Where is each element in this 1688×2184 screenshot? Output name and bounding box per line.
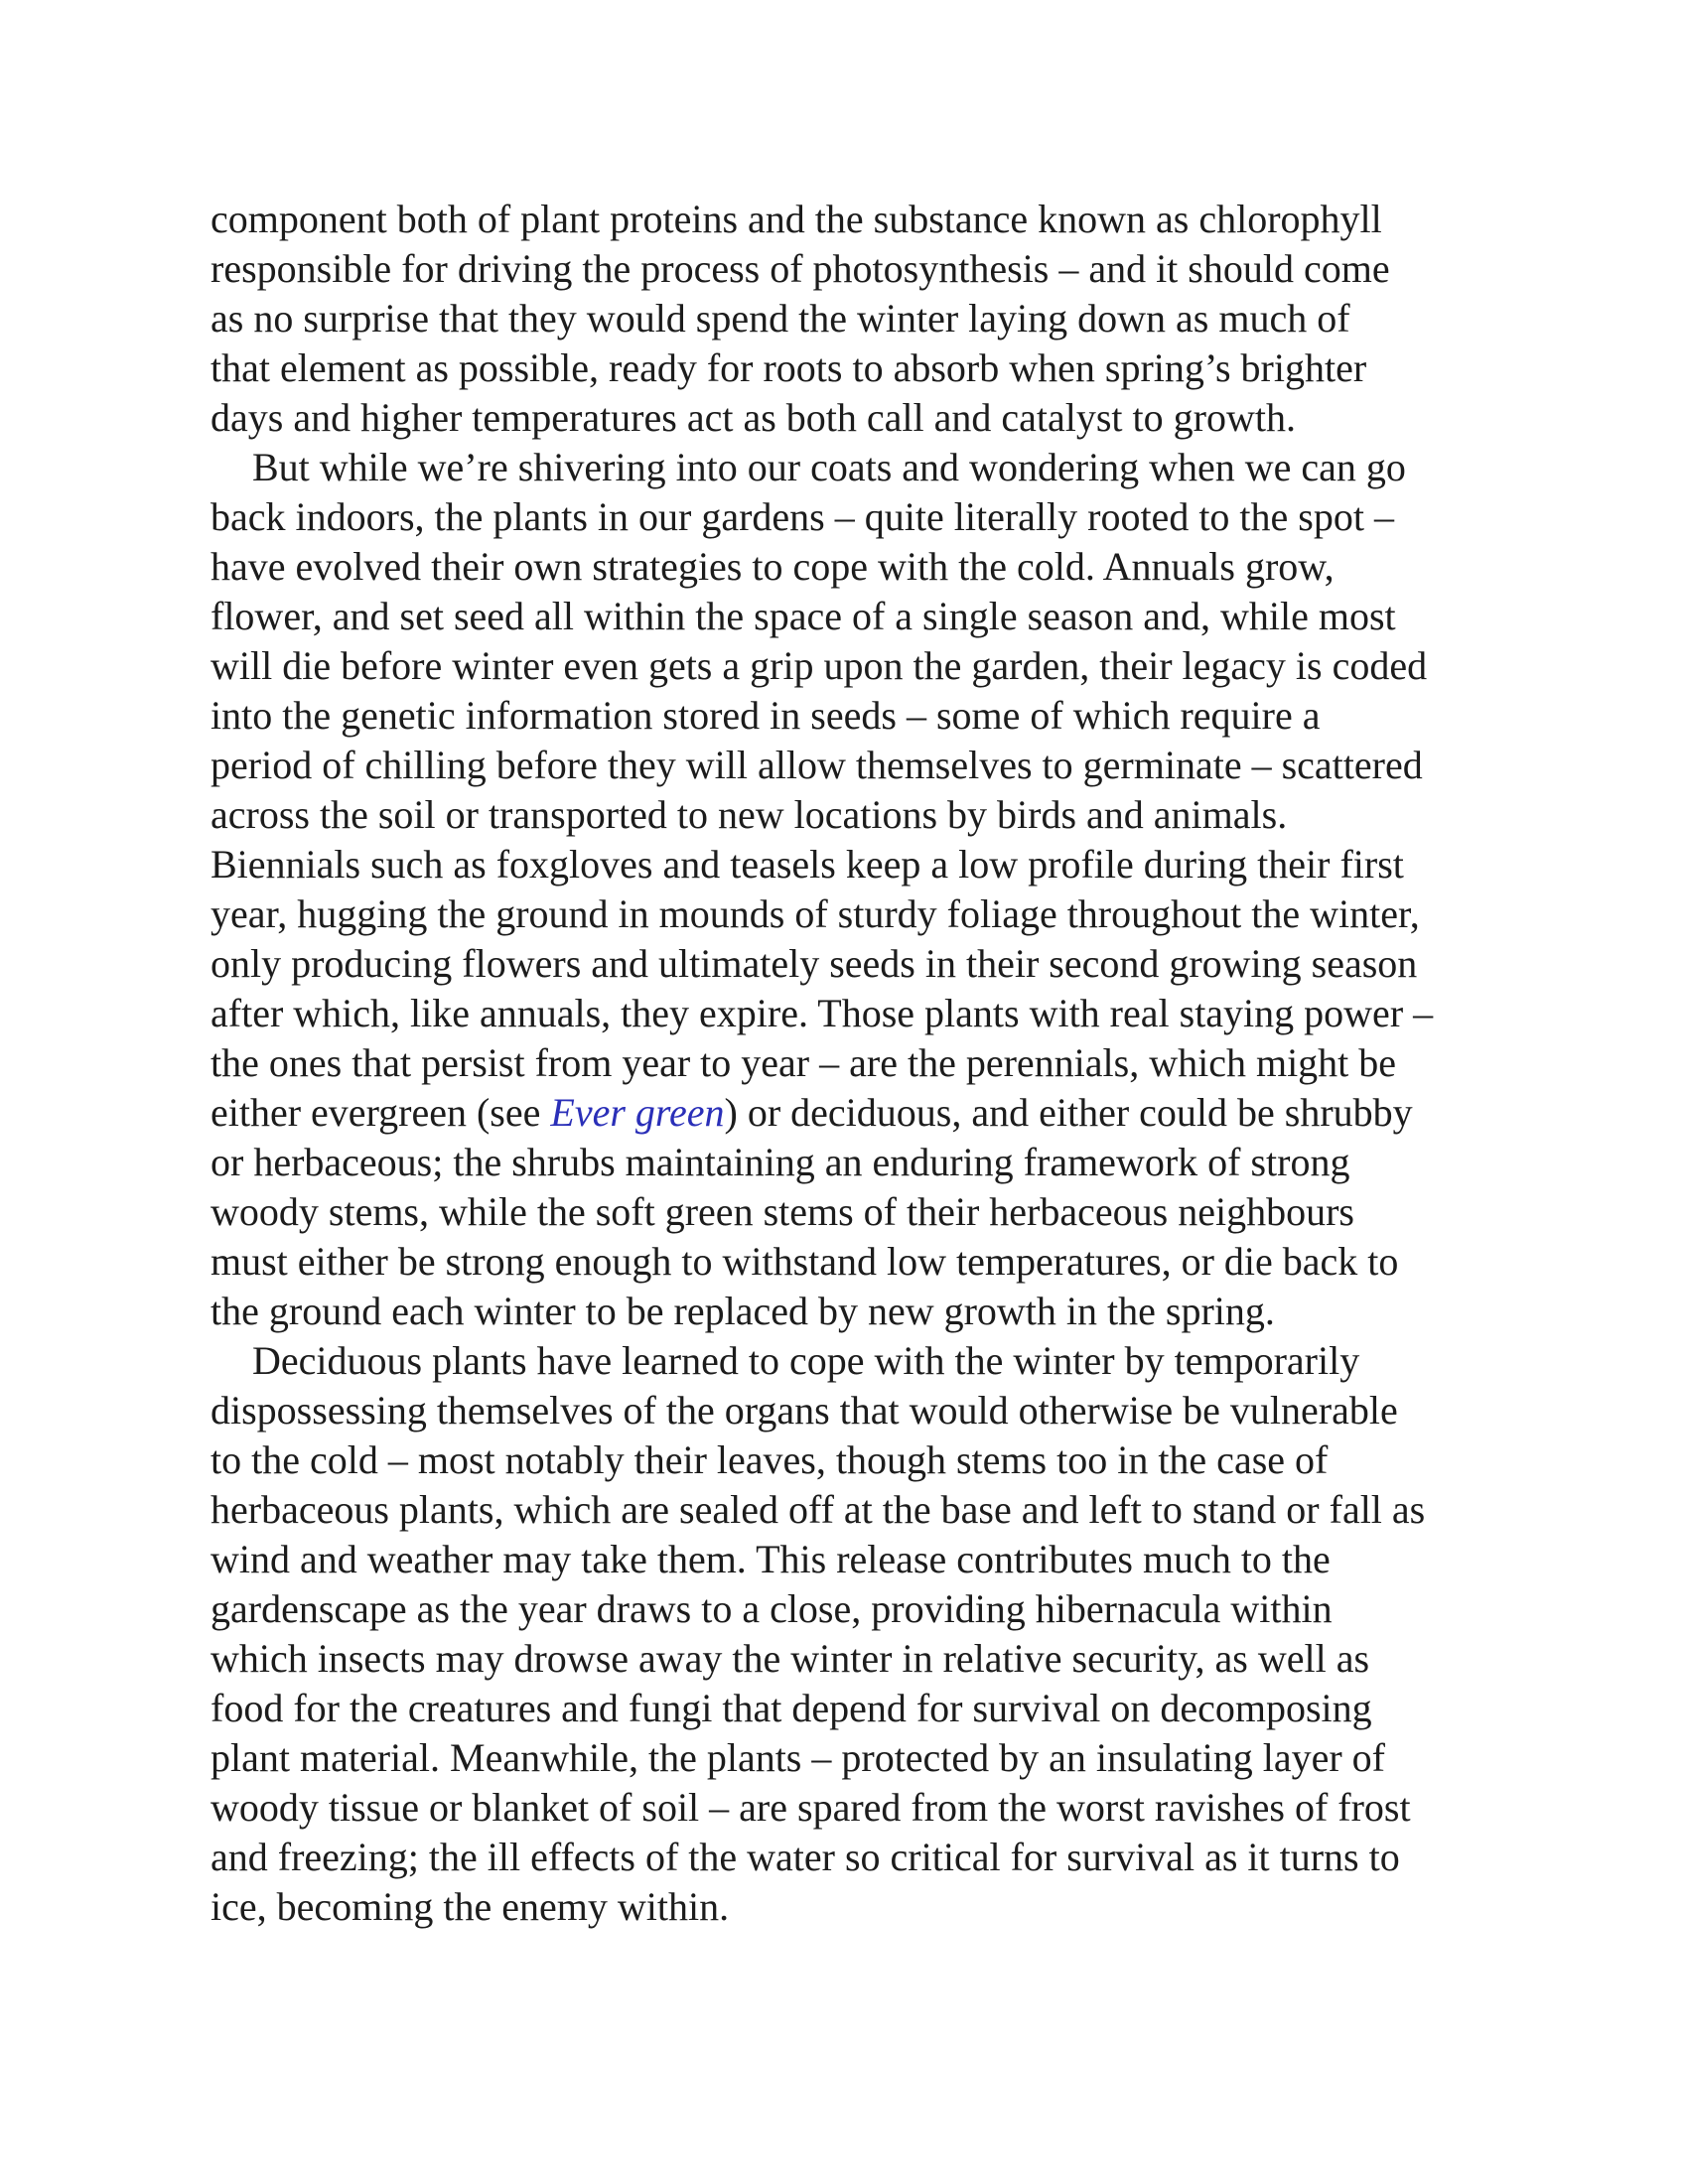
text-line: across the soil or transported to new locations by birds and animals. bbox=[211, 792, 1288, 837]
text-line: plant material. Meanwhile, the plants – protected by an insulating layer of bbox=[211, 1735, 1385, 1780]
text-segment: ) or deciduous, and either could be shrubby bbox=[724, 1090, 1413, 1135]
text-line: or herbaceous; the shrubs maintaining an enduring framework of strong bbox=[211, 1140, 1350, 1184]
text-line: wind and weather may take them. This release contributes much to the bbox=[211, 1537, 1331, 1581]
text-line: ice, becoming the enemy within. bbox=[211, 1884, 730, 1929]
text-line: days and higher temperatures act as both call and catalyst to growth. bbox=[211, 395, 1296, 440]
paragraph-2 bbox=[211, 443, 1481, 1336]
paragraph-1 bbox=[211, 195, 1481, 443]
text-line: period of chilling before they will allow themselves to germinate – scattered bbox=[211, 743, 1423, 787]
body-text bbox=[211, 195, 1481, 1932]
text-line: component both of plant proteins and the substance known as chlorophyll bbox=[211, 197, 1382, 241]
text-line: only producing flowers and ultimately seeds in their second growing season bbox=[211, 941, 1418, 986]
text-line: to the cold – most notably their leaves, though stems too in the case of bbox=[211, 1437, 1329, 1482]
text-line-with-link bbox=[211, 1088, 1481, 1138]
text-line: which insects may drowse away the winter in relative security, as well as bbox=[211, 1636, 1370, 1681]
text-line: that element as possible, ready for roots to absorb when spring’s brighter bbox=[211, 345, 1367, 390]
text-line: will die before winter even gets a grip upon the garden, their legacy is coded bbox=[211, 643, 1428, 688]
text-line: But while we’re shivering into our coats and wondering when we can go bbox=[252, 445, 1406, 489]
text-line: year, hugging the ground in mounds of sturdy foliage throughout the winter, bbox=[211, 891, 1420, 936]
text-line: as no surprise that they would spend the winter laying down as much of bbox=[211, 296, 1350, 341]
text-line: woody stems, while the soft green stems of their herbaceous neighbours bbox=[211, 1189, 1354, 1234]
text-line: woody tissue or blanket of soil – are spared from the worst ravishes of frost bbox=[211, 1785, 1411, 1830]
text-line: herbaceous plants, which are sealed off at the base and left to stand or fall as bbox=[211, 1487, 1426, 1532]
text-line: into the genetic information stored in seeds – some of which require a bbox=[211, 693, 1321, 738]
text-line: responsible for driving the process of photosynthesis – and it should come bbox=[211, 246, 1390, 291]
text-line: food for the creatures and fungi that depend for survival on decomposing bbox=[211, 1686, 1372, 1730]
text-line: Deciduous plants have learned to cope with the winter by temporarily bbox=[252, 1338, 1360, 1383]
text-line: dispossessing themselves of the organs that would otherwise be vulnerable bbox=[211, 1388, 1398, 1433]
cross-reference-link[interactable]: Ever green bbox=[550, 1090, 725, 1135]
text-line: after which, like annuals, they expire. Those plants with real staying power – bbox=[211, 991, 1434, 1035]
text-line: must either be strong enough to withstand low temperatures, or die back to bbox=[211, 1239, 1399, 1284]
text-line: the ones that persist from year to year – are the perennials, which might be bbox=[211, 1040, 1397, 1085]
text-line: flower, and set seed all within the space of a single season and, while most bbox=[211, 594, 1396, 638]
text-line: and freezing; the ill effects of the water so critical for survival as it turns to bbox=[211, 1835, 1400, 1879]
text-line: back indoors, the plants in our gardens – quite literally rooted to the spot – bbox=[211, 494, 1394, 539]
paragraph-3 bbox=[211, 1336, 1481, 1932]
text-segment: either evergreen (see bbox=[211, 1090, 551, 1135]
text-line: Biennials such as foxgloves and teasels keep a low profile during their first bbox=[211, 842, 1404, 887]
text-line: gardenscape as the year draws to a close, providing hibernacula within bbox=[211, 1586, 1333, 1631]
text-line: have evolved their own strategies to cope with the cold. Annuals grow, bbox=[211, 544, 1335, 589]
text-line: the ground each winter to be replaced by new growth in the spring. bbox=[211, 1289, 1275, 1333]
